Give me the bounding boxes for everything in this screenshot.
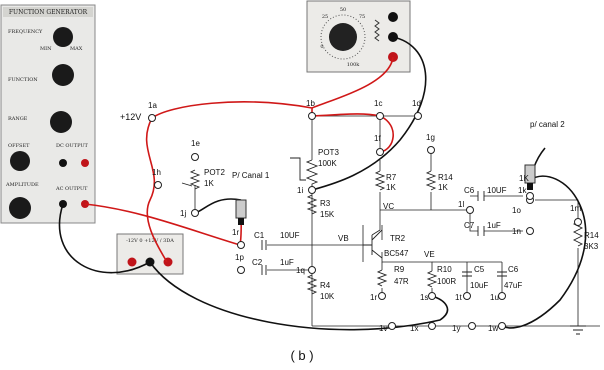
node-1w[interactable] xyxy=(499,323,506,330)
label-r14-1k-value: 1K xyxy=(438,183,448,192)
pot-scale-25: 25 xyxy=(321,14,329,20)
pot-scale-50: 50 xyxy=(339,7,347,13)
terminal-nodes xyxy=(149,113,582,330)
c6-symbol xyxy=(478,191,484,201)
label-c7: C7 xyxy=(464,221,475,230)
psu-jack-minus[interactable] xyxy=(128,258,137,267)
pot-scale-75: 75 xyxy=(358,14,366,20)
node-1s[interactable] xyxy=(429,293,436,300)
label-canal-2: p/ canal 2 xyxy=(530,120,565,129)
label-r10-value: 100R xyxy=(437,277,457,286)
function-generator-panel xyxy=(1,5,95,223)
label-1b: 1b xyxy=(306,99,315,108)
fg-min-label: MIN xyxy=(40,46,52,52)
label-1q: 1q xyxy=(296,266,305,275)
offset-knob[interactable] xyxy=(10,151,30,171)
label-pot2: POT2 xyxy=(204,168,225,177)
node-1e[interactable] xyxy=(192,154,199,161)
label-c1: C1 xyxy=(254,231,265,240)
label-1s: 1s xyxy=(420,293,429,302)
label-1c: 1c xyxy=(374,99,383,108)
label-1m: 1m xyxy=(570,204,582,213)
label-r3-value: 15K xyxy=(320,210,335,219)
label-c6-value: 10UF xyxy=(487,186,507,195)
r10-symbol xyxy=(428,271,436,287)
probe-canal-1-tip xyxy=(238,218,244,225)
label-c7-value: 1uF xyxy=(487,221,501,230)
pot3-symbol xyxy=(307,160,317,190)
power-supply-box xyxy=(117,234,183,274)
label-ve: VE xyxy=(424,250,435,259)
fg-title: FUNCTION GENERATOR xyxy=(8,9,88,16)
node-1f[interactable] xyxy=(377,149,384,156)
label-1k: 1k xyxy=(518,186,527,195)
label-1p: 1p xyxy=(235,253,244,262)
node-1b[interactable] xyxy=(309,113,316,120)
label-1a: 1a xyxy=(148,101,157,110)
label-r14-1k: R14 xyxy=(438,173,453,182)
label-1g: 1g xyxy=(426,133,435,142)
c1-symbol xyxy=(262,240,266,250)
pot-box-terminal-1[interactable] xyxy=(388,12,398,22)
pot-box-label: 100k xyxy=(346,62,360,68)
label-1t: 1t xyxy=(455,293,462,302)
label-1r-top: 1r xyxy=(232,228,240,237)
node-1u[interactable] xyxy=(499,293,506,300)
c7-symbol xyxy=(478,226,484,236)
r14-1k-symbol xyxy=(427,171,435,190)
node-1r[interactable] xyxy=(379,293,386,300)
label-tr2-value: BC547 xyxy=(384,249,409,258)
label-1x: 1x xyxy=(410,324,419,333)
node-1g[interactable] xyxy=(428,147,435,154)
label-1v: 1v xyxy=(379,324,388,333)
pot-scale-0: 0 xyxy=(320,44,324,50)
label-pot3-value: 100K xyxy=(318,159,337,168)
amplitude-knob[interactable] xyxy=(9,197,31,219)
label-c6-47uf: C6 xyxy=(508,265,519,274)
pot3-wiper xyxy=(290,158,306,180)
label-c2-value: 1uF xyxy=(280,258,294,267)
dc-output-jack-red[interactable] xyxy=(81,159,89,167)
label-1i: 1i xyxy=(297,186,304,195)
fg-dc-output-label: DC OUTPUT xyxy=(56,143,88,149)
label-pot-1k: 1K xyxy=(519,174,529,183)
transistor-symbol xyxy=(363,230,382,258)
label-vc: VC xyxy=(383,202,395,211)
node-1c[interactable] xyxy=(377,113,384,120)
label-c2: C2 xyxy=(252,258,263,267)
node-1l[interactable] xyxy=(467,207,474,214)
figure-label: ( b ) xyxy=(290,348,314,363)
label-1o: 1o xyxy=(512,206,521,215)
node-1x[interactable] xyxy=(429,323,436,330)
label-c5-value: 10uF xyxy=(470,281,489,290)
function-knob[interactable] xyxy=(52,64,74,86)
label-r9: R9 xyxy=(394,265,405,274)
node-1h[interactable] xyxy=(155,182,162,189)
supply-label: +12V xyxy=(120,112,142,122)
ground-symbol xyxy=(570,326,586,334)
label-vb: VB xyxy=(338,234,349,243)
fg-range-label: RANGE xyxy=(8,116,28,122)
node-1t[interactable] xyxy=(464,293,471,300)
label-r4: R4 xyxy=(320,281,331,290)
node-1m[interactable] xyxy=(575,219,582,226)
power-supply-label: -12V 0 +12V / 3DA xyxy=(126,238,174,244)
label-r7: R7 xyxy=(386,173,397,182)
label-1h: 1h xyxy=(152,168,161,177)
node-1d[interactable] xyxy=(415,113,422,120)
label-r10: R10 xyxy=(437,265,452,274)
fg-offset-label: OFFSET xyxy=(8,143,30,149)
label-canal-1: P/ Canal 1 xyxy=(232,171,270,180)
label-c5: C5 xyxy=(474,265,485,274)
label-1d: 1d xyxy=(412,99,421,108)
fg-ac-output-label: AC OUTPUT xyxy=(56,186,88,192)
dc-output-jack-black[interactable] xyxy=(59,159,67,167)
node-1q[interactable] xyxy=(309,267,316,274)
node-1p[interactable] xyxy=(238,242,245,249)
node-1o[interactable] xyxy=(527,193,534,200)
label-pot2-value: 1K xyxy=(204,179,214,188)
pot-100k-knob[interactable] xyxy=(329,23,357,51)
probe-canal-1[interactable] xyxy=(236,200,246,218)
label-r14-3k3: R14 xyxy=(584,231,599,240)
c2-symbol xyxy=(262,265,266,275)
label-c1-value: 10UF xyxy=(280,231,300,240)
label-pot3: POT3 xyxy=(318,148,339,157)
label-1r: 1r xyxy=(370,293,378,302)
label-r3: R3 xyxy=(320,199,331,208)
label-c6-47uf-value: 47uF xyxy=(504,281,523,290)
label-1j: 1j xyxy=(180,209,187,218)
label-c6: C6 xyxy=(464,186,475,195)
fg-max-label: MAX xyxy=(70,46,83,52)
pot2-wiper xyxy=(182,183,192,186)
r7-symbol xyxy=(376,171,384,190)
label-1e: 1e xyxy=(191,139,200,148)
range-knob[interactable] xyxy=(50,111,72,133)
label-r9-value: 47R xyxy=(394,277,409,286)
node-1v[interactable] xyxy=(389,323,396,330)
frequency-knob[interactable] xyxy=(53,27,73,47)
label-1w: 1w xyxy=(488,324,499,333)
label-r4-value: 10K xyxy=(320,292,335,301)
fg-amplitude-label: AMPLITUDE xyxy=(6,182,39,188)
label-1l: 1l xyxy=(458,200,465,209)
probe-canal-2-tip xyxy=(527,183,533,190)
schematic-wires xyxy=(195,116,600,326)
label-r7-value: 1K xyxy=(386,183,396,192)
node-1i[interactable] xyxy=(309,187,316,194)
potentiometer-box xyxy=(307,1,410,72)
node-1j[interactable] xyxy=(192,210,199,217)
node-1a[interactable] xyxy=(149,115,156,122)
label-r14-3k3-value: 3K3 xyxy=(584,242,599,251)
node-1y[interactable] xyxy=(469,323,476,330)
r9-symbol xyxy=(378,270,386,286)
fg-frequency-label: FREQUENCY xyxy=(8,29,43,35)
label-1u: 1u xyxy=(490,293,499,302)
label-1n: 1n xyxy=(512,227,521,236)
fg-function-label: FUNCTION xyxy=(8,77,38,83)
label-tr2: TR2 xyxy=(390,234,406,243)
label-1f: 1f xyxy=(374,134,381,143)
node-1n[interactable] xyxy=(527,228,534,235)
label-1y: 1y xyxy=(452,324,461,333)
node-1r-left[interactable] xyxy=(238,267,245,274)
